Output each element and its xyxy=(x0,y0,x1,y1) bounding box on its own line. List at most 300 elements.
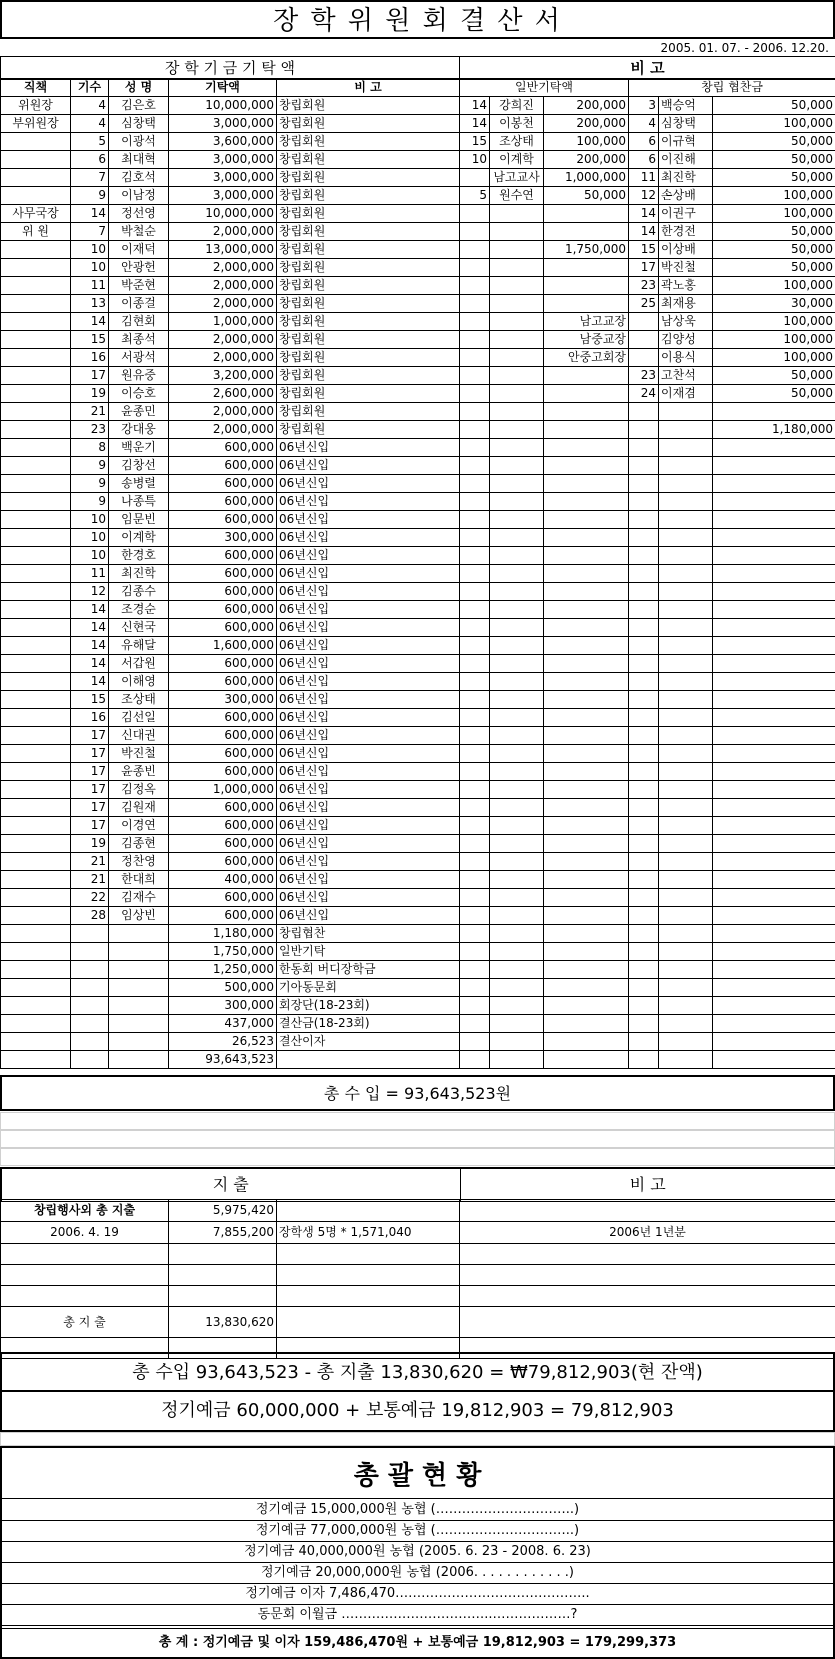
amount-cell: 3,000,000 xyxy=(169,151,277,169)
general-name-cell xyxy=(490,547,544,565)
note-cell: 06년신입 xyxy=(277,871,460,889)
page-title: 장 학 위 원 회 결 산 서 xyxy=(273,6,562,36)
expense-note-cell xyxy=(277,1200,460,1222)
general-amount-cell xyxy=(544,997,629,1015)
income-row xyxy=(1,331,835,349)
role-cell xyxy=(1,871,71,889)
general-cohort-cell xyxy=(460,421,490,439)
role-cell xyxy=(1,835,71,853)
general-name-cell xyxy=(490,331,544,349)
founding-name-cell: 이재겸 xyxy=(659,385,713,403)
cohort-cell: 10 xyxy=(71,547,109,565)
founding-amount-cell xyxy=(713,637,835,655)
cohort-cell: 21 xyxy=(71,871,109,889)
general-cohort-cell xyxy=(460,835,490,853)
income-row xyxy=(1,295,835,313)
founding-name-cell xyxy=(659,925,713,943)
founding-cohort-cell xyxy=(629,529,659,547)
founding-name-cell: 이권구 xyxy=(659,205,713,223)
founding-cohort-cell xyxy=(629,1033,659,1051)
founding-cohort-cell xyxy=(629,511,659,529)
founding-cohort-cell: 23 xyxy=(629,367,659,385)
general-name-cell xyxy=(490,979,544,997)
general-amount-cell: 200,000 xyxy=(544,151,629,169)
income-row xyxy=(1,583,835,601)
expense-remark-cell: 2006년 1년분 xyxy=(460,1222,835,1244)
expense-amount-cell xyxy=(169,1265,277,1286)
founding-cohort-cell: 12 xyxy=(629,187,659,205)
founding-amount-cell xyxy=(713,457,835,475)
name-cell xyxy=(109,1015,169,1033)
name-cell xyxy=(109,1051,169,1069)
founding-amount-cell xyxy=(713,961,835,979)
founding-cohort-cell xyxy=(629,619,659,637)
name-cell: 이종걸 xyxy=(109,295,169,313)
period-text: 2005. 01. 07. - 2006. 12.20. xyxy=(660,41,829,55)
name-cell: 박진철 xyxy=(109,745,169,763)
note-cell: 창립회원 xyxy=(277,259,460,277)
general-amount-cell xyxy=(544,385,629,403)
amount-cell: 600,000 xyxy=(169,727,277,745)
cohort-cell: 13 xyxy=(71,295,109,313)
general-name-cell xyxy=(490,781,544,799)
note-cell: 06년신입 xyxy=(277,763,460,781)
name-cell: 정선영 xyxy=(109,205,169,223)
name-cell xyxy=(109,925,169,943)
note-cell: 창립회원 xyxy=(277,331,460,349)
name-cell: 한대희 xyxy=(109,871,169,889)
expense-label-cell: 창립행사외 총 지출 xyxy=(1,1200,169,1222)
founding-name-cell xyxy=(659,889,713,907)
deposit-text: 정기예금 60,000,000 + 보통예금 19,812,903 = 79,812,903 xyxy=(161,1400,674,1421)
founding-amount-cell xyxy=(713,997,835,1015)
role-cell xyxy=(1,547,71,565)
founding-cohort-cell xyxy=(629,835,659,853)
general-amount-cell xyxy=(544,295,629,313)
name-cell: 박철순 xyxy=(109,223,169,241)
note-cell: 창립회원 xyxy=(277,115,460,133)
general-cohort-cell: 14 xyxy=(460,97,490,115)
amount-cell: 600,000 xyxy=(169,601,277,619)
balance-text: 총 수입 93,643,523 - 총 지출 13,830,620 = ₩79,812,903(현 잔액) xyxy=(132,1362,703,1383)
expense-table xyxy=(0,1199,835,1359)
general-name-cell: 남고교사 xyxy=(490,169,544,187)
founding-cohort-cell xyxy=(629,997,659,1015)
general-cohort-cell xyxy=(460,259,490,277)
general-cohort-cell xyxy=(460,745,490,763)
founding-amount-cell xyxy=(713,979,835,997)
founding-name-cell xyxy=(659,817,713,835)
cohort-cell xyxy=(71,925,109,943)
role-cell xyxy=(1,529,71,547)
role-cell xyxy=(1,691,71,709)
cohort-cell: 5 xyxy=(71,133,109,151)
amount-cell: 600,000 xyxy=(169,565,277,583)
note-cell: 기아동문회 xyxy=(277,979,460,997)
note-cell: 06년신입 xyxy=(277,565,460,583)
role-cell xyxy=(1,565,71,583)
amount-cell: 1,180,000 xyxy=(169,925,277,943)
founding-name-cell xyxy=(659,799,713,817)
name-cell xyxy=(109,1033,169,1051)
founding-cohort-cell xyxy=(629,655,659,673)
general-name-cell xyxy=(490,367,544,385)
expense-row xyxy=(1,1286,835,1307)
founding-amount-cell: 50,000 xyxy=(713,241,835,259)
cohort-cell: 7 xyxy=(71,169,109,187)
cohort-cell xyxy=(71,997,109,1015)
col-header-role: 직책 xyxy=(1,79,71,97)
founding-cohort-cell xyxy=(629,745,659,763)
note-cell: 06년신입 xyxy=(277,781,460,799)
name-cell: 서광석 xyxy=(109,349,169,367)
general-cohort-cell: 14 xyxy=(460,115,490,133)
general-amount-cell xyxy=(544,943,629,961)
general-amount-cell xyxy=(544,781,629,799)
expense-row xyxy=(1,1244,835,1265)
founding-cohort-cell xyxy=(629,961,659,979)
general-name-cell xyxy=(490,763,544,781)
founding-amount-cell: 50,000 xyxy=(713,169,835,187)
name-cell: 유해달 xyxy=(109,637,169,655)
note-cell: 06년신입 xyxy=(277,691,460,709)
founding-cohort-cell xyxy=(629,1015,659,1033)
general-cohort-cell xyxy=(460,511,490,529)
role-cell xyxy=(1,979,71,997)
general-amount-cell: 50,000 xyxy=(544,187,629,205)
col-header-general: 일반기탁액 xyxy=(460,79,629,97)
income-row xyxy=(1,1033,835,1051)
general-name-cell xyxy=(490,997,544,1015)
general-amount-cell xyxy=(544,1015,629,1033)
note-cell: 창립회원 xyxy=(277,421,460,439)
founding-name-cell xyxy=(659,853,713,871)
founding-name-cell xyxy=(659,601,713,619)
name-cell: 조상태 xyxy=(109,691,169,709)
name-cell: 박준현 xyxy=(109,277,169,295)
general-amount-cell: 남고교장 xyxy=(544,313,629,331)
summary-line: 정기예금 20,000,000원 농협 (2006. . . . . . . . . . . .) xyxy=(2,1563,833,1584)
founding-name-cell xyxy=(659,673,713,691)
expense-label-cell xyxy=(1,1244,169,1265)
role-cell xyxy=(1,169,71,187)
general-amount-cell: 안중고회장 xyxy=(544,349,629,367)
expense-remark-title: 비 고 xyxy=(460,1168,835,1202)
founding-amount-cell xyxy=(713,493,835,511)
note-cell: 결산이자 xyxy=(277,1033,460,1051)
general-name-cell xyxy=(490,1015,544,1033)
income-row xyxy=(1,871,835,889)
founding-cohort-cell: 23 xyxy=(629,277,659,295)
income-row xyxy=(1,853,835,871)
general-cohort-cell xyxy=(460,601,490,619)
general-name-cell xyxy=(490,493,544,511)
cohort-cell: 4 xyxy=(71,97,109,115)
role-cell xyxy=(1,1015,71,1033)
spacer-row xyxy=(0,1130,835,1148)
founding-cohort-cell: 4 xyxy=(629,115,659,133)
name-cell: 김종현 xyxy=(109,835,169,853)
amount-cell: 2,000,000 xyxy=(169,331,277,349)
role-cell xyxy=(1,331,71,349)
founding-cohort-cell xyxy=(629,943,659,961)
amount-cell: 600,000 xyxy=(169,583,277,601)
founding-amount-cell xyxy=(713,889,835,907)
founding-cohort-cell xyxy=(629,331,659,349)
role-cell xyxy=(1,187,71,205)
cohort-cell xyxy=(71,961,109,979)
expense-amount-cell xyxy=(169,1244,277,1265)
founding-name-cell: 이진해 xyxy=(659,151,713,169)
spacer-row xyxy=(0,1432,835,1446)
general-cohort-cell xyxy=(460,637,490,655)
income-row xyxy=(1,1015,835,1033)
general-name-cell xyxy=(490,205,544,223)
founding-amount-cell: 50,000 xyxy=(713,97,835,115)
cohort-cell: 11 xyxy=(71,277,109,295)
role-cell xyxy=(1,907,71,925)
general-amount-cell xyxy=(544,601,629,619)
general-cohort-cell xyxy=(460,691,490,709)
amount-cell: 400,000 xyxy=(169,871,277,889)
founding-cohort-cell xyxy=(629,583,659,601)
expense-note-cell xyxy=(277,1265,460,1286)
general-name-cell xyxy=(490,727,544,745)
founding-amount-cell xyxy=(713,583,835,601)
role-cell xyxy=(1,799,71,817)
note-cell: 한동회 버디장학금 xyxy=(277,961,460,979)
founding-amount-cell: 1,180,000 xyxy=(713,421,835,439)
income-row xyxy=(1,1051,835,1069)
general-amount-cell xyxy=(544,673,629,691)
founding-name-cell xyxy=(659,997,713,1015)
amount-cell: 2,000,000 xyxy=(169,223,277,241)
note-cell xyxy=(277,1051,460,1069)
founding-cohort-cell xyxy=(629,493,659,511)
general-amount-cell xyxy=(544,403,629,421)
general-name-cell xyxy=(490,583,544,601)
expense-amount-cell: 13,830,620 xyxy=(169,1307,277,1338)
general-amount-cell xyxy=(544,727,629,745)
amount-cell: 600,000 xyxy=(169,457,277,475)
founding-name-cell: 백승억 xyxy=(659,97,713,115)
amount-cell: 2,000,000 xyxy=(169,277,277,295)
founding-cohort-cell xyxy=(629,817,659,835)
cohort-cell: 8 xyxy=(71,439,109,457)
founding-name-cell xyxy=(659,655,713,673)
role-cell: 위원장 xyxy=(1,97,71,115)
founding-amount-cell xyxy=(713,943,835,961)
note-cell: 06년신입 xyxy=(277,673,460,691)
general-cohort-cell xyxy=(460,457,490,475)
expense-remark-cell xyxy=(460,1307,835,1338)
name-cell: 심창택 xyxy=(109,115,169,133)
income-row xyxy=(1,367,835,385)
summary-box xyxy=(0,1446,835,1659)
cohort-cell: 15 xyxy=(71,691,109,709)
founding-cohort-cell: 3 xyxy=(629,97,659,115)
general-name-cell xyxy=(490,907,544,925)
founding-amount-cell xyxy=(713,727,835,745)
general-cohort-cell xyxy=(460,889,490,907)
amount-cell: 600,000 xyxy=(169,853,277,871)
note-cell: 창립회원 xyxy=(277,277,460,295)
founding-amount-cell xyxy=(713,925,835,943)
general-name-cell: 조상태 xyxy=(490,133,544,151)
expense-remark-cell xyxy=(460,1265,835,1286)
expense-note-cell xyxy=(277,1286,460,1307)
general-name-cell xyxy=(490,799,544,817)
general-cohort-cell xyxy=(460,241,490,259)
general-cohort-cell xyxy=(460,367,490,385)
founding-amount-cell: 50,000 xyxy=(713,133,835,151)
founding-amount-cell xyxy=(713,1015,835,1033)
name-cell: 김선일 xyxy=(109,709,169,727)
general-name-cell xyxy=(490,943,544,961)
expense-note-cell xyxy=(277,1244,460,1265)
name-cell: 이남정 xyxy=(109,187,169,205)
general-cohort-cell xyxy=(460,871,490,889)
name-cell: 이해영 xyxy=(109,673,169,691)
founding-amount-cell xyxy=(713,781,835,799)
role-cell xyxy=(1,457,71,475)
income-row xyxy=(1,493,835,511)
role-cell xyxy=(1,727,71,745)
founding-name-cell xyxy=(659,619,713,637)
col-header-amount: 기탁액 xyxy=(169,79,277,97)
amount-cell: 600,000 xyxy=(169,475,277,493)
name-cell xyxy=(109,961,169,979)
role-cell xyxy=(1,619,71,637)
general-amount-cell xyxy=(544,817,629,835)
general-amount-cell xyxy=(544,475,629,493)
note-cell: 06년신입 xyxy=(277,889,460,907)
founding-amount-cell: 100,000 xyxy=(713,187,835,205)
general-amount-cell xyxy=(544,223,629,241)
income-row xyxy=(1,223,835,241)
role-cell xyxy=(1,385,71,403)
amount-cell: 600,000 xyxy=(169,673,277,691)
general-amount-cell xyxy=(544,637,629,655)
founding-cohort-cell xyxy=(629,475,659,493)
income-row xyxy=(1,943,835,961)
role-cell xyxy=(1,709,71,727)
founding-name-cell: 이상배 xyxy=(659,241,713,259)
general-cohort-cell xyxy=(460,169,490,187)
general-amount-cell xyxy=(544,709,629,727)
expense-label-cell xyxy=(1,1265,169,1286)
amount-cell: 600,000 xyxy=(169,763,277,781)
founding-cohort-cell xyxy=(629,889,659,907)
amount-cell: 600,000 xyxy=(169,655,277,673)
founding-name-cell: 곽노홍 xyxy=(659,277,713,295)
income-row xyxy=(1,817,835,835)
founding-cohort-cell: 17 xyxy=(629,259,659,277)
note-cell: 창립회원 xyxy=(277,349,460,367)
income-row xyxy=(1,277,835,295)
income-row xyxy=(1,997,835,1015)
summary-total: 총 계 : 정기예금 및 이자 159,486,470원 + 보통예금 19,812,903 = 179,299,373 xyxy=(158,1635,677,1650)
income-row xyxy=(1,529,835,547)
founding-name-cell xyxy=(659,943,713,961)
note-cell: 창립협찬 xyxy=(277,925,460,943)
general-cohort-cell xyxy=(460,763,490,781)
col-header-name: 성 명 xyxy=(109,79,169,97)
general-amount-cell xyxy=(544,655,629,673)
general-cohort-cell xyxy=(460,583,490,601)
expense-label-cell xyxy=(1,1286,169,1307)
cohort-cell: 12 xyxy=(71,583,109,601)
role-cell xyxy=(1,997,71,1015)
founding-amount-cell xyxy=(713,475,835,493)
general-cohort-cell xyxy=(460,565,490,583)
general-name-cell: 이봉천 xyxy=(490,115,544,133)
amount-cell: 2,000,000 xyxy=(169,349,277,367)
amount-cell: 600,000 xyxy=(169,745,277,763)
amount-cell: 600,000 xyxy=(169,547,277,565)
general-amount-cell xyxy=(544,691,629,709)
cohort-cell: 10 xyxy=(71,241,109,259)
summary-title: 총 괄 현 황 xyxy=(353,1461,482,1491)
general-amount-cell xyxy=(544,799,629,817)
general-amount-cell xyxy=(544,367,629,385)
name-cell xyxy=(109,943,169,961)
income-row xyxy=(1,385,835,403)
founding-amount-cell xyxy=(713,655,835,673)
role-cell xyxy=(1,277,71,295)
founding-cohort-cell xyxy=(629,673,659,691)
founding-amount-cell xyxy=(713,817,835,835)
name-cell xyxy=(109,997,169,1015)
cohort-cell xyxy=(71,1033,109,1051)
note-cell: 결산금(18-23회) xyxy=(277,1015,460,1033)
amount-cell: 600,000 xyxy=(169,907,277,925)
general-amount-cell xyxy=(544,457,629,475)
cohort-cell: 10 xyxy=(71,259,109,277)
note-cell: 창립회원 xyxy=(277,241,460,259)
general-name-cell xyxy=(490,709,544,727)
role-cell: 부위원장 xyxy=(1,115,71,133)
role-cell xyxy=(1,511,71,529)
founding-name-cell: 손상배 xyxy=(659,187,713,205)
founding-cohort-cell xyxy=(629,691,659,709)
cohort-cell: 6 xyxy=(71,151,109,169)
cohort-cell: 17 xyxy=(71,727,109,745)
income-row xyxy=(1,781,835,799)
total-income-box xyxy=(0,1075,835,1111)
founding-amount-cell: 100,000 xyxy=(713,205,835,223)
col-header-cohort: 기수 xyxy=(71,79,109,97)
general-amount-cell xyxy=(544,493,629,511)
general-name-cell xyxy=(490,817,544,835)
general-cohort-cell xyxy=(460,1015,490,1033)
founding-amount-cell xyxy=(713,799,835,817)
cohort-cell: 9 xyxy=(71,493,109,511)
role-cell xyxy=(1,601,71,619)
general-cohort-cell xyxy=(460,709,490,727)
income-row xyxy=(1,205,835,223)
role-cell xyxy=(1,439,71,457)
amount-cell: 437,000 xyxy=(169,1015,277,1033)
founding-amount-cell: 50,000 xyxy=(713,151,835,169)
income-row xyxy=(1,169,835,187)
income-row xyxy=(1,565,835,583)
founding-cohort-cell xyxy=(629,439,659,457)
amount-cell: 3,000,000 xyxy=(169,115,277,133)
founding-cohort-cell xyxy=(629,709,659,727)
note-cell: 06년신입 xyxy=(277,529,460,547)
founding-amount-cell: 100,000 xyxy=(713,349,835,367)
